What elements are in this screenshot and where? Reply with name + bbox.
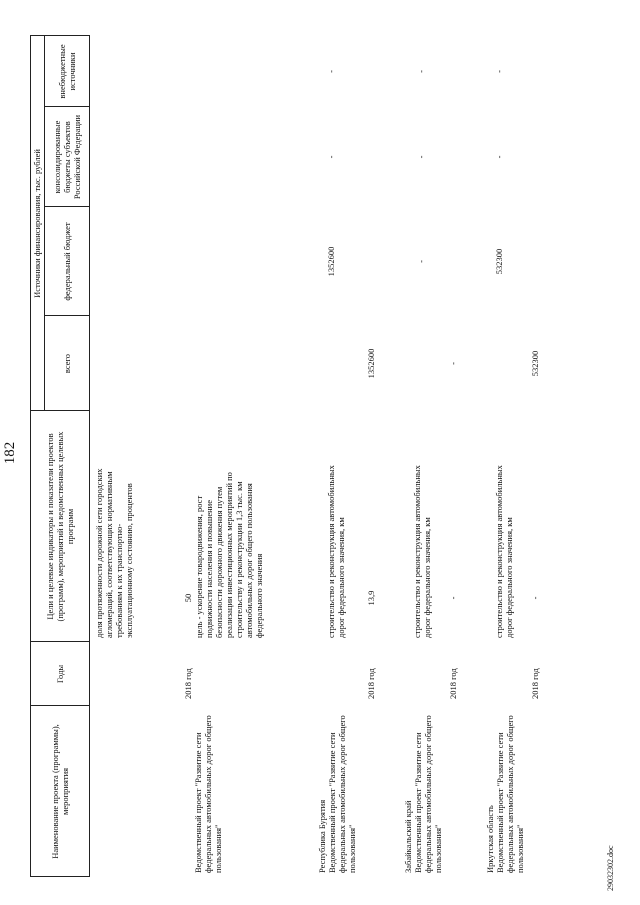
- row4-year: 2018 год: [530, 668, 540, 699]
- row2-total: 1352600: [366, 348, 376, 379]
- header-regional: консолидированные бюджеты субъектов Российской Федерации: [51, 114, 82, 200]
- col-line-0: [30, 876, 90, 877]
- header-total: всего: [61, 353, 72, 374]
- header-extra: внебюджетные источники: [56, 44, 77, 99]
- row2-value: 13,9: [366, 590, 376, 606]
- row1-target: цель - ускорение товародвижения, рост подвижности населения и повышение безопасности дорожного движения путем реализации инвестиционных мероприятий по строительству и реконструкции 1,3 тыс. км автомобильных дорог общего пользования федерального значения: [194, 472, 264, 638]
- header-targets: Цели и целевые индикаторы и показатели проектов (программ), мероприятий и ведомственных целевых программ: [44, 431, 75, 622]
- row4-regional: -: [494, 155, 504, 159]
- row3-extra: -: [416, 70, 426, 73]
- header-bottom-border: [89, 36, 90, 877]
- row1-value: 50: [183, 593, 193, 603]
- row2-extra: -: [326, 70, 336, 73]
- row3-federal: -: [416, 260, 426, 263]
- row2-federal: 1352600: [326, 246, 336, 277]
- row2-name: Республика Бурятия Ведомственный проект "Развитие сети федеральных автомобильных дорог общего пользования": [317, 715, 357, 873]
- row1-year: 2018 год: [183, 668, 193, 699]
- row4-value: -: [530, 596, 540, 600]
- row4-total: 532300: [530, 350, 540, 377]
- row2-regional: -: [326, 155, 336, 159]
- header-years: Годы: [54, 664, 65, 684]
- header-federal: федеральный бюджет: [61, 222, 72, 301]
- doc-id: 29032302.doc: [606, 845, 615, 891]
- row3-year: 2018 год: [448, 668, 458, 699]
- row3-target: строительство и реконструкция автомобильных дорог федерального значения, км: [412, 465, 432, 638]
- row4-extra: -: [494, 70, 504, 73]
- row4-target: строительство и реконструкция автомобильных дорог федерального значения, км: [494, 465, 514, 638]
- row3-value: -: [448, 596, 458, 600]
- row1-name: Ведомственный проект "Развитие сети федеральных автомобильных дорог общего пользования": [193, 715, 223, 873]
- row0-target: доля протяженности дорожной сети городских агломераций, соответствующих нормативным требованиям к их транспортно-эксплуатационному состоянию, процентов: [94, 468, 134, 638]
- row2-target: строительство и реконструкция автомобильных дорог федерального значения, км: [326, 465, 346, 638]
- page-number: 182: [2, 441, 18, 465]
- row3-name: Забайкальский край Ведомственный проект "Развитие сети федеральных автомобильных дорог общего пользования": [403, 715, 443, 873]
- row3-total: -: [448, 362, 458, 365]
- row2-year: 2018 год: [366, 668, 376, 699]
- header-sources: Источники финансирования, тыс. рублей: [32, 149, 42, 298]
- row4-name: Иркутская область Ведомственный проект "Развитие сети федеральных автомобильных дорог общего пользования": [485, 715, 525, 873]
- row4-federal: 532300: [494, 248, 504, 275]
- row3-regional: -: [416, 155, 426, 159]
- header-name: Наименование проекта (программы), мероприятия: [49, 724, 70, 859]
- funding-table: [30, 36, 604, 877]
